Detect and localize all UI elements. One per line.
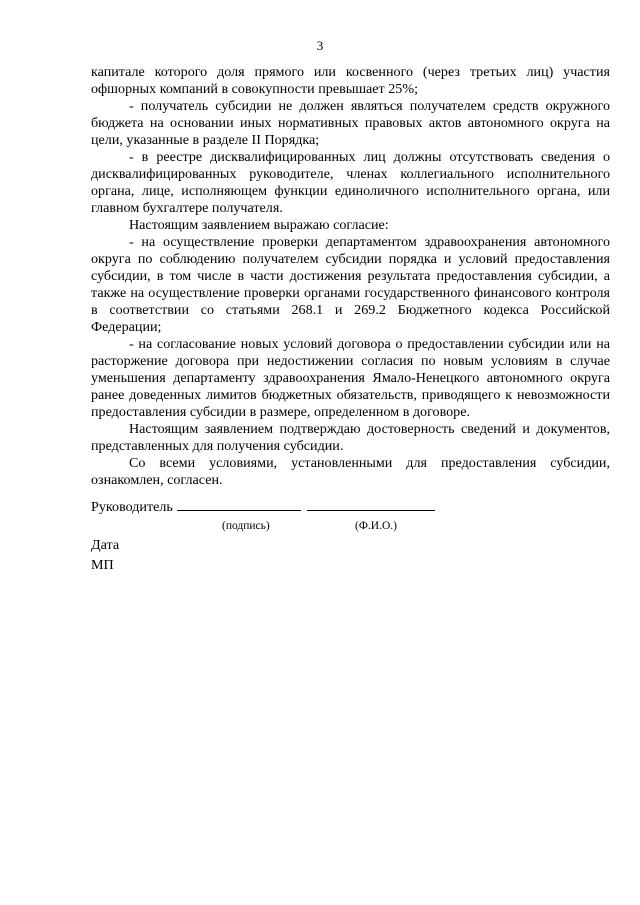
- full-name-line[interactable]: [307, 497, 435, 511]
- document-body: [91, 64, 610, 489]
- paragraph-disqualified-registry: - в реестре дисквалифицированных лиц должны отсутствовать сведения о дисквалифицированных руководителе, членах коллегиального исполнительного органа, лице, исполняющем функции единоличного исполнительного органа, или главном бухгалтере получателя.: [91, 149, 610, 216]
- paragraph-acknowledgement: Со всеми условиями, установленными для предоставления субсидии, ознакомлен, согласен.: [91, 455, 610, 488]
- paragraph-budget-funds: - получатель субсидии не должен являться получателем средств окружного бюджета на основании иных нормативных правовых актов автономного округа на цели, указанные в разделе II Порядка;: [91, 98, 610, 148]
- full-name-caption: (Ф.И.О.): [355, 520, 397, 532]
- paragraph-consent-intro: Настоящим заявлением выражаю согласие:: [129, 217, 389, 233]
- paragraph-consent-audit: - на осуществление проверки департаментом здравоохранения автономного округа по соблюдению получателем субсидии порядка и условий предоставления субсидии, в том числе в части достижения результата предоставления субсидии, а также на осуществление проверки органами государственного финансового контроля в соответствии со статьями 268.1 и 269.2 Бюджетного кодекса Российской Федерации;: [91, 234, 610, 335]
- page-number: 3: [316, 38, 324, 53]
- paragraph-confirmation: Настоящим заявлением подтверждаю достоверность сведений и документов, представленных для получения субсидии.: [91, 421, 610, 454]
- signature-line[interactable]: [177, 497, 301, 511]
- signature-label: Руководитель: [91, 499, 173, 515]
- stamp-label: МП: [91, 557, 114, 573]
- date-label: Дата: [91, 537, 120, 553]
- signature-row: [91, 497, 435, 516]
- paragraph-offshore-continuation: капитале которого доля прямого или косвенного (через третьих лиц) участия офшорных компаний в совокупности превышает 25%;: [91, 64, 610, 97]
- paragraph-consent-contract-changes: - на согласование новых условий договора о предоставлении субсидии или на расторжение договора при недостижении согласия по новым условиям в случае уменьшения департаменту здравоохранения Ямало-Ненецкого автономного округа ранее доведенных лимитов бюджетных обязательств, приводящего к невозможности предоставления субсидии в размере, определенном в договоре.: [91, 336, 610, 420]
- signature-caption: (подпись): [222, 520, 270, 532]
